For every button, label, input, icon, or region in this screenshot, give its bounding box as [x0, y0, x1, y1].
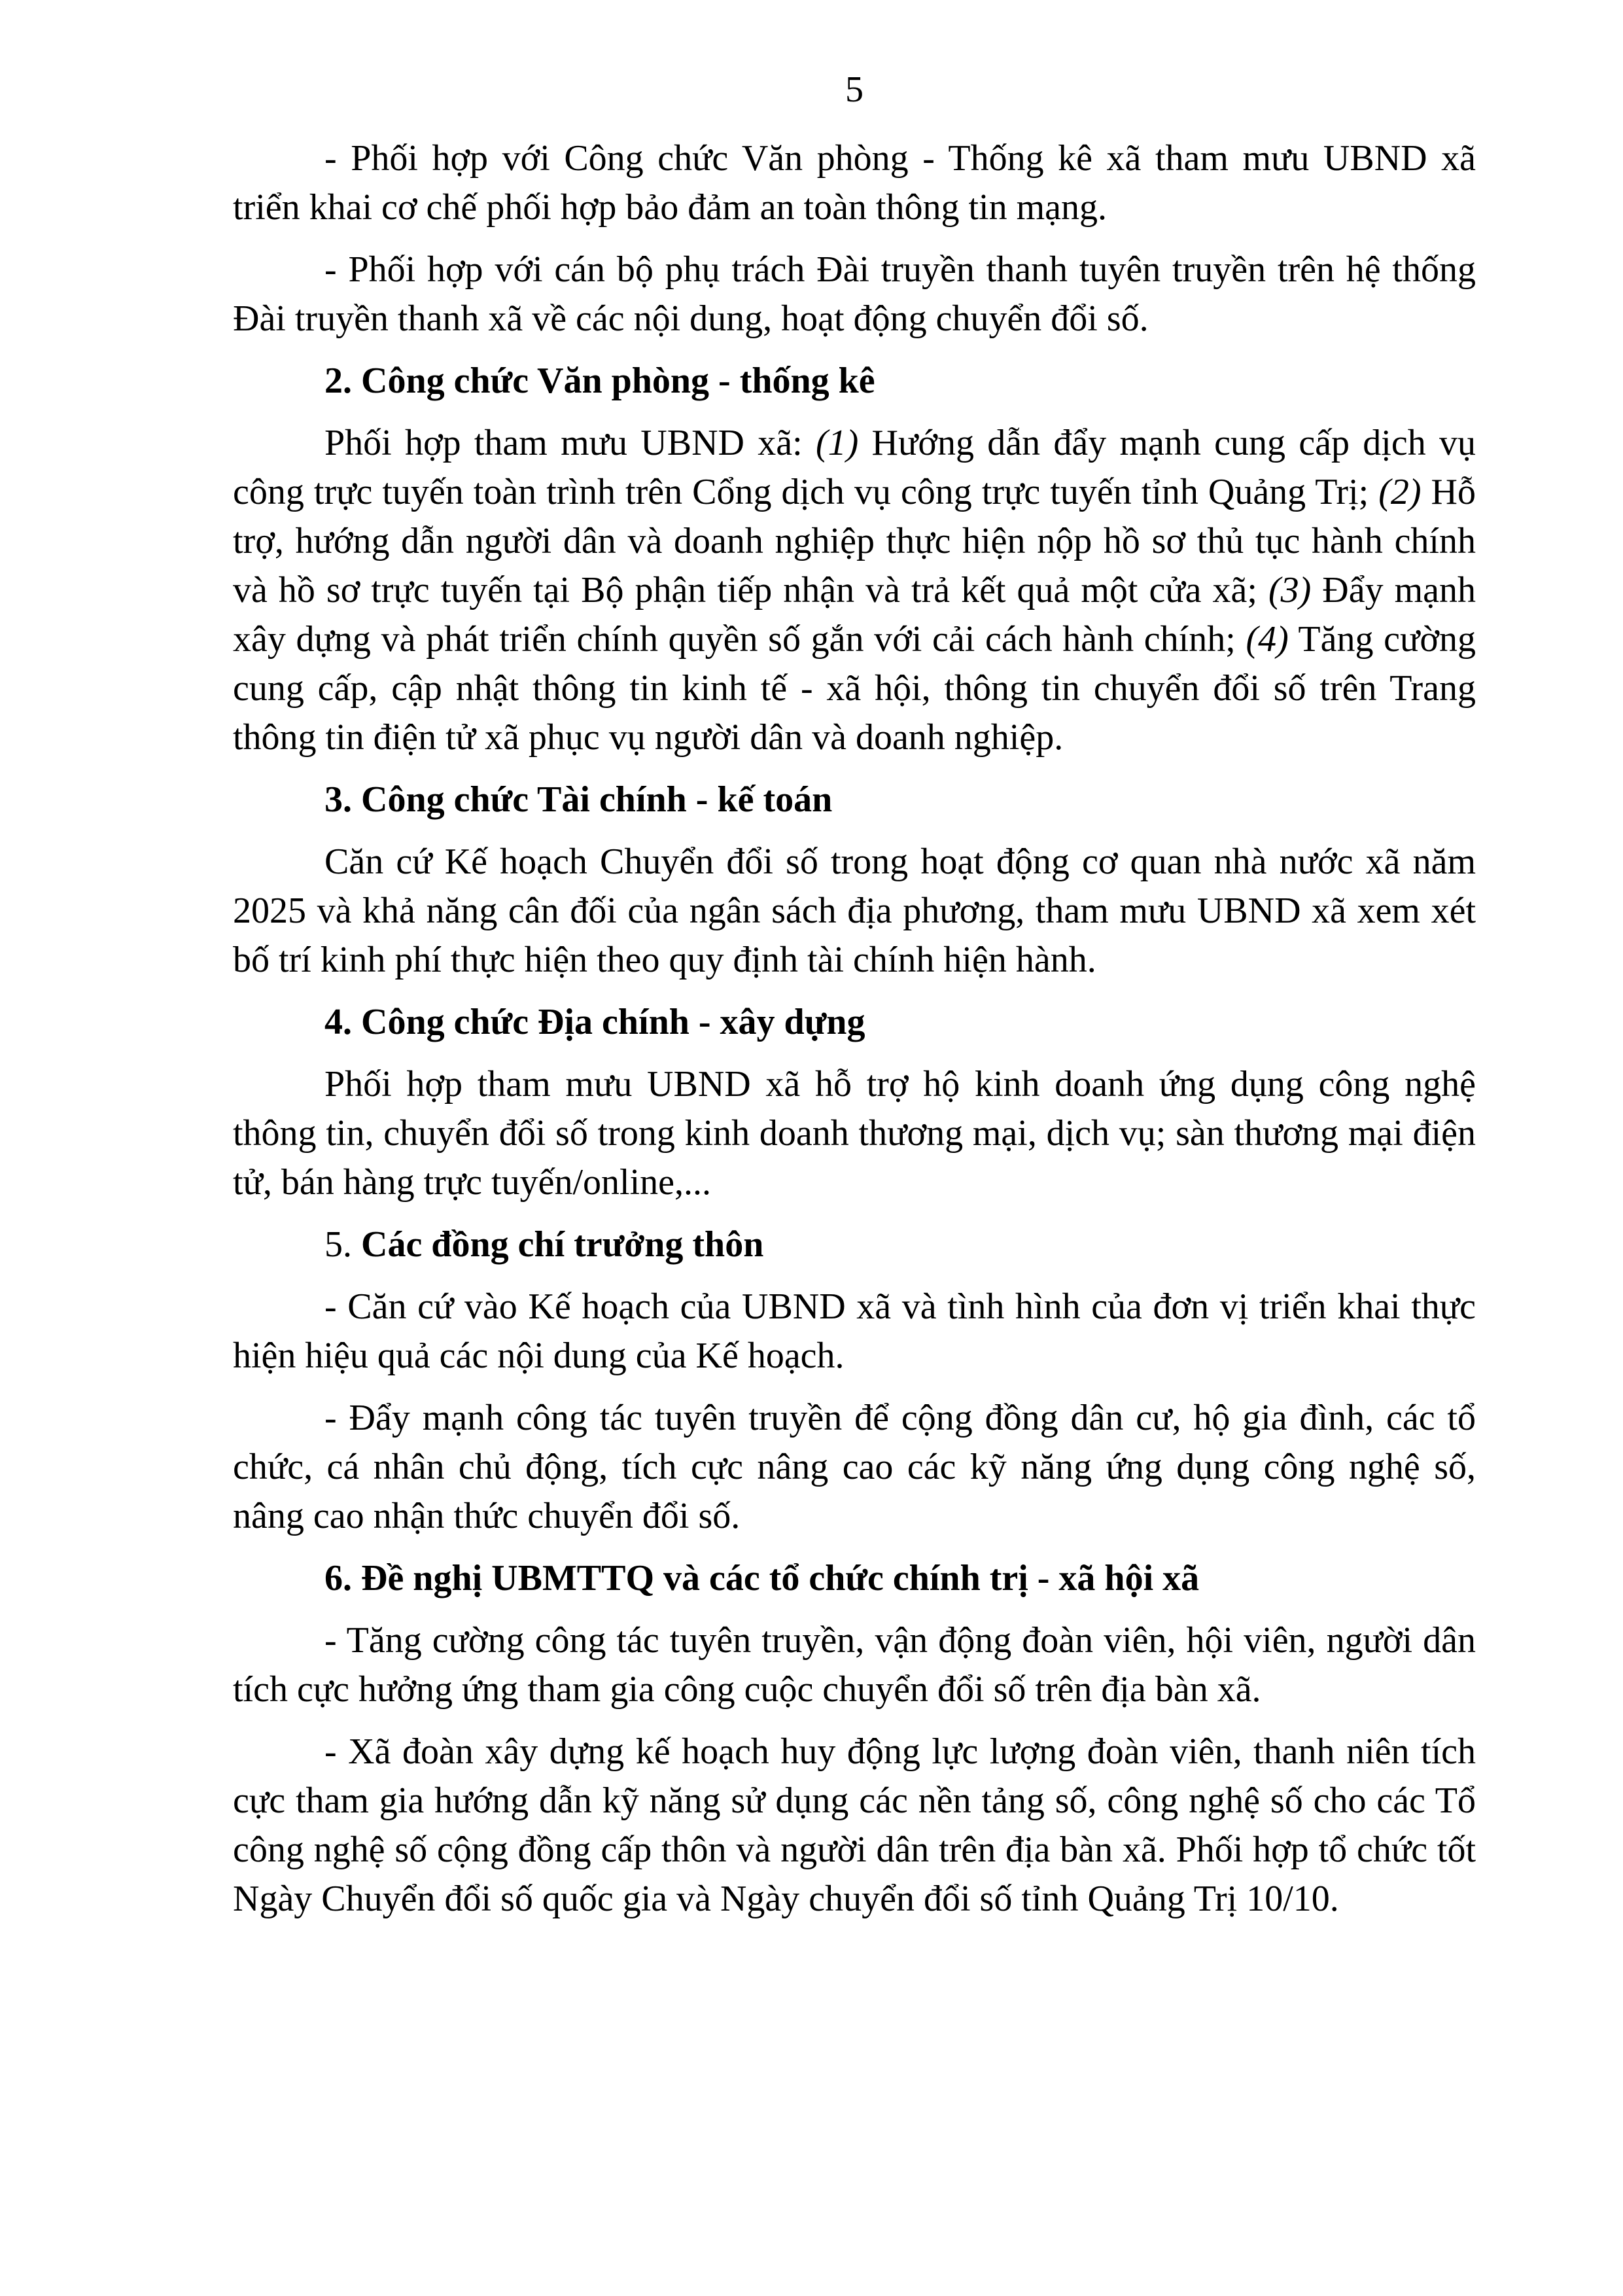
item-number-4: (4): [1246, 619, 1289, 660]
section-6-bullet-1: - Tăng cường công tác tuyên truyền, vận động đoàn viên, hội viên, người dân tích cực hưởng ứng tham gia công cuộc chuyển đổi số trên địa bàn xã.: [233, 1620, 1476, 1710]
item-text-4: Tăng cường cung cấp, cập nhật thông tin kinh tế - xã hội, thông tin chuyển đổi số trên Trang thông tin điện tử xã phục vụ người dân và doanh nghiệp.: [233, 619, 1476, 758]
section-5-heading: [233, 1220, 1476, 1269]
item-text-1: Hướng dẫn đẩy mạnh cung cấp dịch vụ công trực tuyến toàn trình trên Cổng dịch vụ công trực tuyến tỉnh Quảng Trị;: [233, 423, 1476, 512]
paragraph-coordinate-radio-broadcast: - Phối hợp với cán bộ phụ trách Đài truyền thanh tuyên truyền trên hệ thống Đài truyền thanh xã về các nội dung, hoạt động chuyển đổi số.: [233, 249, 1476, 339]
section-2-intro: Phối hợp tham mưu UBND xã:: [324, 423, 816, 463]
item-text-3: Đẩy mạnh xây dựng và phát triển chính quyền số gắn với cải cách hành chính;: [233, 570, 1476, 660]
section-6-heading: 6. Đề nghị UBMTTQ và các tổ chức chính trị - xã hội xã: [324, 1558, 1200, 1598]
section-5-bullet-2: - Đẩy mạnh công tác tuyên truyền để cộng đồng dân cư, hộ gia đình, các tổ chức, cá nhân chủ động, tích cực nâng cao các kỹ năng ứng dụng công nghệ số, nâng cao nhận thức chuyển đổi số.: [233, 1398, 1476, 1536]
item-number-2: (2): [1378, 472, 1422, 512]
section-5-heading-text: Các đồng chí trưởng thôn: [361, 1224, 764, 1265]
paragraph-coordinate-network-security: - Phối hợp với Công chức Văn phòng - Thống kê xã tham mưu UBND xã triển khai cơ chế phối hợp bảo đảm an toàn thông tin mạng.: [233, 138, 1476, 228]
section-2-heading: 2. Công chức Văn phòng - thống kê: [324, 361, 875, 401]
item-number-1: (1): [815, 423, 859, 463]
section-6-bullet-2: - Xã đoàn xây dựng kế hoạch huy động lực lượng đoàn viên, thanh niên tích cực tham gia hướng dẫn kỹ năng sử dụng các nền tảng số, công nghệ số cho các Tổ công nghệ số cộng đồng cấp thôn và người dân trên địa bàn xã. Phối hợp tổ chức tốt Ngày Chuyển đổi số quốc gia và Ngày chuyển đổi số tỉnh Quảng Trị 10/10.: [233, 1731, 1476, 1919]
page-number: 5: [845, 69, 864, 110]
section-3-heading: 3. Công chức Tài chính - kế toán: [324, 779, 833, 820]
section-4-body: Phối hợp tham mưu UBND xã hỗ trợ hộ kinh doanh ứng dụng công nghệ thông tin, chuyển đổi số trong kinh doanh thương mại, dịch vụ; sàn thương mại điện tử, bán hàng trực tuyến/online,...: [233, 1064, 1476, 1203]
item-number-3: (3): [1268, 570, 1312, 610]
document-page: [233, 65, 1476, 1937]
section-5-bullet-1: - Căn cứ vào Kế hoạch của UBND xã và tình hình của đơn vị triển khai thực hiện hiệu quả các nội dung của Kế hoạch.: [233, 1286, 1476, 1376]
item-text-2: Hỗ trợ, hướng dẫn người dân và doanh nghiệp thực hiện nộp hồ sơ thủ tục hành chính và hồ sơ trực tuyến tại Bộ phận tiếp nhận và trả kết quả một cửa xã;: [233, 472, 1476, 610]
section-4-heading: 4. Công chức Địa chính - xây dựng: [324, 1002, 865, 1042]
section-2-body: [233, 419, 1476, 762]
section-3-body: Căn cứ Kế hoạch Chuyển đổi số trong hoạt động cơ quan nhà nước xã năm 2025 và khả năng cân đối của ngân sách địa phương, tham mưu UBND xã xem xét bố trí kinh phí thực hiện theo quy định tài chính hiện hành.: [233, 841, 1476, 980]
section-5-heading-number: 5.: [324, 1224, 361, 1265]
